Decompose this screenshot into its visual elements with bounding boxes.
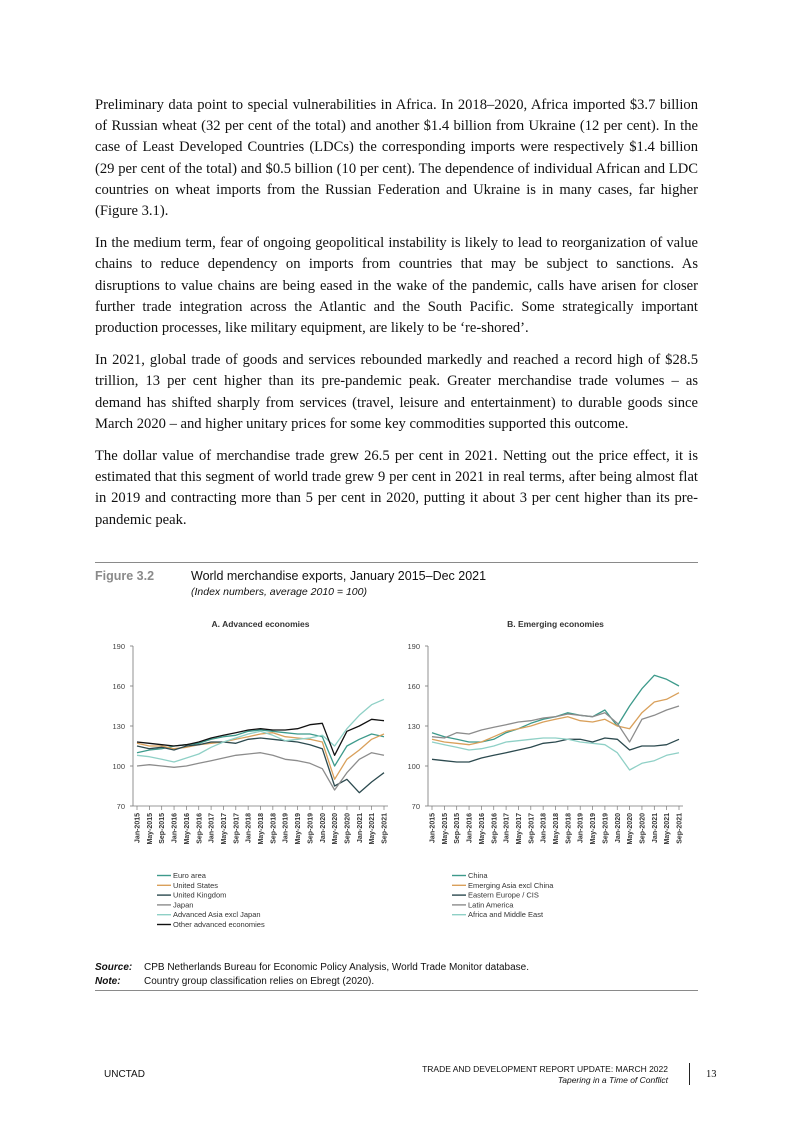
series-line-japan [137, 753, 384, 790]
footer-report-subtitle: Tapering in a Time of Conflict [557, 1075, 668, 1085]
y-tick-label: 190 [407, 642, 420, 651]
x-tick-label: Sep-2021 [676, 813, 684, 844]
legend-label: Euro area [173, 871, 206, 880]
x-tick-label: Jan-2019 [577, 813, 585, 843]
paragraph-3: In 2021, global trade of goods and services rebounded markedly and reached a record high of $28.5 trillion, 13 per cent higher than its pre-pandemic peak. Greater merchandise trade volumes – as demand has shifted sharply from services (travel, leisure and entertainment) to durable goods since March 2020 – and higher unitary prices for some key commodities supported this outcome. [95, 352, 698, 432]
figure-top-rule [95, 562, 698, 563]
source-row [95, 962, 698, 976]
x-tick-label: Sep-2015 [454, 813, 462, 844]
y-tick-label: 160 [112, 682, 125, 691]
paragraph-4: The dollar value of merchandise trade grew 26.5 per cent in 2021. Netting out the price effect, it is estimated that this segment of world trade grew 9 per cent in 2021 in real terms, after being almost flat in 2019 and contracting more than 5 per cent in 2020, putting it about 3 per cent higher than its pre-pandemic peak. [95, 448, 698, 528]
x-tick-label: Jan-2021 [651, 813, 659, 843]
y-tick-label: 70 [116, 802, 125, 811]
x-tick-label: Sep-2016 [491, 813, 499, 844]
x-tick-label: Jan-2021 [356, 813, 364, 843]
legend-label: United States [173, 880, 219, 890]
note-label: Note: [95, 976, 121, 987]
x-tick-label: Jan-2018 [245, 813, 253, 843]
figure-title: World merchandise exports, January 2015–Dec 2021 [191, 569, 487, 583]
y-tick-label: 160 [407, 682, 420, 691]
figure-label: Figure 3.2 [95, 569, 155, 583]
x-tick-label: Jan-2017 [503, 813, 511, 843]
note-text: Country group classification relies on Ebregt (2020). [144, 976, 375, 987]
y-tick-label: 130 [407, 722, 420, 731]
legend-label: Africa and Middle East [468, 910, 544, 920]
x-tick-label: May-2015 [146, 813, 154, 845]
x-tick-label: Jan-2017 [208, 813, 216, 843]
x-tick-label: Sep-2021 [381, 813, 389, 844]
x-tick-label: Sep-2018 [270, 813, 278, 844]
x-tick-label: Sep-2017 [233, 813, 241, 844]
legend-label: United Kingdom [173, 890, 227, 900]
x-tick-label: May-2021 [369, 813, 377, 845]
x-tick-label: May-2018 [553, 813, 560, 845]
x-tick-label: Jan-2016 [466, 813, 474, 843]
x-tick-label: Jan-2018 [540, 813, 548, 843]
chart-panel-a [112, 619, 388, 929]
chart-panel-b [407, 619, 683, 919]
x-tick-label: May-2019 [590, 813, 598, 845]
figure-bottom-rule [95, 990, 698, 991]
series-line-africa-and-middle-east [432, 738, 679, 770]
page-number: 13 [706, 1069, 717, 1080]
x-tick-label: Sep-2018 [565, 813, 573, 844]
body-text [95, 95, 698, 542]
series-line-euro-area [137, 730, 384, 766]
legend-label: Eastern Europe / CIS [468, 890, 539, 900]
x-tick-label: Sep-2020 [639, 813, 647, 844]
x-tick-label: May-2019 [295, 813, 303, 845]
x-tick-label: Jan-2015 [134, 813, 142, 843]
y-tick-label: 100 [407, 762, 420, 771]
figure-charts [95, 610, 698, 935]
note-row [95, 976, 698, 990]
legend-label: Latin America [468, 900, 514, 910]
x-tick-label: May-2018 [258, 813, 265, 845]
x-tick-label: Jan-2015 [429, 813, 437, 843]
series-line-china [432, 675, 679, 742]
x-tick-label: Sep-2015 [159, 813, 167, 844]
x-tick-label: May-2021 [664, 813, 672, 845]
legend-label: China [468, 871, 488, 880]
x-tick-label: May-2017 [515, 813, 523, 845]
legend-label: Other advanced economies [173, 920, 265, 929]
x-tick-label: Jan-2019 [282, 813, 290, 843]
x-tick-label: Sep-2019 [307, 813, 315, 844]
y-tick-label: 130 [112, 722, 125, 731]
x-tick-label: May-2016 [478, 813, 486, 845]
figure-subtitle: (Index numbers, average 2010 = 100) [191, 586, 367, 598]
x-tick-label: May-2020 [332, 813, 340, 845]
x-tick-label: Sep-2017 [528, 813, 536, 844]
footer-report-title: TRADE AND DEVELOPMENT REPORT UPDATE: MARCH 2022 [422, 1064, 668, 1074]
x-tick-label: Sep-2016 [196, 813, 204, 844]
chart-title: A. Advanced economies [211, 619, 310, 629]
source-text: CPB Netherlands Bureau for Economic Policy Analysis, World Trade Monitor database. [144, 962, 529, 973]
x-tick-label: Sep-2020 [344, 813, 352, 844]
footer-divider [689, 1063, 690, 1085]
y-tick-label: 190 [112, 642, 125, 651]
x-tick-label: May-2016 [183, 813, 191, 845]
paragraph-2: In the medium term, fear of ongoing geopolitical instability is likely to lead to reorganization of value chains to reduce dependency on imports from countries that may be subject to sanctions. As disruptions to value chains are being eased in the wake of the pandemic, calls have arisen for closer further trade integration across the Atlantic and the South Pacific. Some strategically important production processes, like military equipment, are likely to be ‘re-shored’. [95, 235, 698, 337]
footer-org: UNCTAD [104, 1069, 145, 1080]
legend-label: Emerging Asia excl China [468, 880, 554, 890]
y-tick-label: 100 [112, 762, 125, 771]
paragraph-1: Preliminary data point to special vulnerabilities in Africa. In 2018–2020, Africa imported $3.7 billion of Russian wheat (32 per cent of the total) and another $1.4 billion from Ukraine (12 per cent). In the case of Least Developed Countries (LDCs) the corresponding imports were respectively $1.4 billion (29 per cent of the total) and $0.5 billion (10 per cent). The dependence of individual African and LDC countries on wheat imports from the Russian Federation and Ukraine is in many cases, far higher (Figure 3.1). [95, 97, 698, 220]
legend-label: Japan [173, 900, 194, 910]
x-tick-label: Sep-2019 [602, 813, 610, 844]
series-line-latin-america [432, 706, 679, 742]
source-label: Source: [95, 962, 133, 973]
x-tick-label: Jan-2020 [614, 813, 622, 843]
y-tick-label: 70 [411, 802, 420, 811]
legend-label: Advanced Asia excl Japan [173, 910, 261, 920]
x-tick-label: Jan-2016 [171, 813, 179, 843]
x-tick-label: Jan-2020 [319, 813, 327, 843]
x-tick-label: May-2015 [441, 813, 449, 845]
figure-notes [95, 962, 698, 990]
x-tick-label: May-2020 [627, 813, 635, 845]
x-tick-label: May-2017 [220, 813, 228, 845]
chart-title: B. Emerging economies [507, 619, 604, 629]
